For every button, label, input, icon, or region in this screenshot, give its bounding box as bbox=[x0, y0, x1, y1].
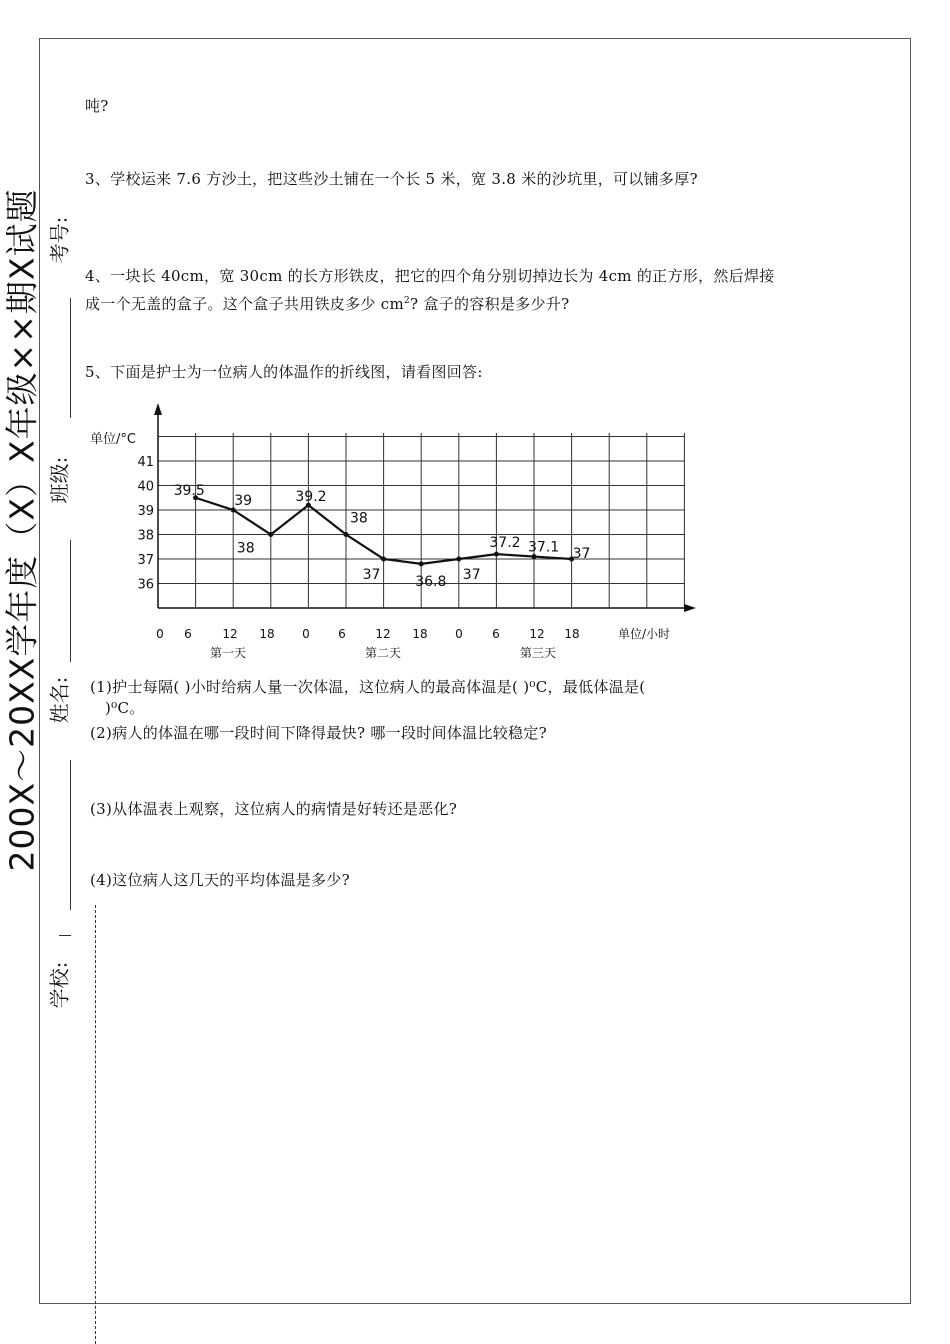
x-tick-label: 18 bbox=[259, 627, 275, 641]
temperature-point bbox=[344, 532, 349, 537]
question-4-line-1: 4、一块长 40cm，宽 30cm 的长方形铁皮，把它的四个角分别切掉边长为 4cm 的正方形，然后焊接 bbox=[85, 267, 775, 285]
sub-question-4: (4)这位病人这几天的平均体温是多少? bbox=[90, 871, 350, 889]
y-tick-label: 36 bbox=[137, 577, 154, 593]
x-tick-label: 0 bbox=[156, 627, 164, 641]
class-label: 班级: bbox=[47, 456, 72, 504]
data-label: 39 bbox=[234, 493, 253, 509]
y-axis-arrow bbox=[154, 403, 162, 415]
cut-line bbox=[95, 905, 96, 1344]
chart-x-label: 单位/小时 bbox=[618, 627, 671, 641]
exam-number-label: 考号: bbox=[47, 216, 72, 264]
data-label: 37.2 bbox=[489, 535, 521, 552]
chart-day-labels bbox=[210, 646, 556, 660]
temperature-point bbox=[456, 557, 461, 562]
sub-question-1-line-2: )⁰C。 bbox=[105, 699, 145, 717]
question-2-tail: 吨? bbox=[85, 97, 109, 115]
data-label: 37.1 bbox=[528, 539, 560, 556]
question-4-line-2-b: ? 盒子的容积是多少升? bbox=[410, 295, 570, 313]
data-label: 39.5 bbox=[173, 482, 205, 499]
data-label: 39.2 bbox=[295, 489, 327, 506]
class-blank bbox=[70, 540, 71, 662]
x-tick-label: 0 bbox=[455, 627, 463, 641]
chart-y-label: 单位/°C bbox=[90, 432, 136, 447]
x-axis-arrow bbox=[684, 604, 696, 612]
question-4-superscript: 2 bbox=[404, 296, 411, 306]
chart-y-ticks bbox=[137, 455, 154, 593]
day-label: 第三天 bbox=[519, 646, 557, 660]
day-label: 第二天 bbox=[364, 646, 402, 660]
x-tick-label: 6 bbox=[492, 627, 500, 641]
sub-question-2: (2)病人的体温在哪一段时间下降得最快? 哪一段时间体温比较稳定? bbox=[90, 724, 548, 742]
temperature-line-chart bbox=[80, 395, 720, 665]
exam-title-text: 200X～20XX学年度（X）X年级××期X试题 bbox=[2, 188, 42, 872]
x-tick-label: 12 bbox=[529, 627, 545, 641]
school-label: 学校: bbox=[47, 961, 72, 1009]
question-5: 5、下面是护士为一位病人的体温作的折线图，请看图回答: bbox=[85, 363, 483, 381]
question-3: 3、学校运来 7.6 方沙土，把这些沙土铺在一个长 5 米，宽 3.8 米的沙坑里，可以铺多厚? bbox=[85, 170, 698, 188]
data-label: 37 bbox=[572, 546, 591, 562]
temperature-point bbox=[381, 557, 386, 562]
sub-question-1-line-1: (1)护士每隔( )小时给病人量一次体温，这位病人的最高体温是( )⁰C，最低体温是( bbox=[90, 678, 646, 696]
sub-question-3: (3)从体温表上观察，这位病人的病情是好转还是恶化? bbox=[90, 800, 458, 818]
temperature-point bbox=[494, 552, 499, 557]
day-label: 第一天 bbox=[209, 646, 247, 660]
x-tick-label: 18 bbox=[412, 627, 428, 641]
x-tick-label: 18 bbox=[564, 627, 580, 641]
x-tick-label: 6 bbox=[184, 627, 192, 641]
chart-x-ticks bbox=[156, 627, 579, 641]
question-4-line-2-a: 成一个无盖的盒子。这个盒子共用铁皮多少 cm bbox=[85, 295, 404, 313]
x-tick-label: 0 bbox=[302, 627, 310, 641]
data-label: 37 bbox=[362, 567, 381, 583]
question-4-line-2 bbox=[85, 291, 569, 315]
y-tick-label: 39 bbox=[137, 504, 154, 519]
data-label: 38 bbox=[236, 540, 255, 557]
y-tick-label: 38 bbox=[137, 528, 154, 544]
chart-data-labels bbox=[174, 483, 591, 590]
x-tick-label: 6 bbox=[338, 627, 346, 641]
page-frame bbox=[39, 38, 911, 1304]
data-label: 36.8 bbox=[415, 573, 447, 590]
y-tick-label: 37 bbox=[137, 553, 154, 568]
temperature-point bbox=[268, 532, 273, 537]
name-blank bbox=[70, 760, 71, 910]
school-underline bbox=[59, 935, 71, 956]
x-tick-label: 12 bbox=[222, 627, 238, 641]
data-label: 38 bbox=[350, 510, 368, 527]
y-tick-label: 41 bbox=[137, 455, 154, 470]
x-tick-label: 12 bbox=[375, 627, 391, 641]
name-label: 姓名: bbox=[47, 676, 72, 724]
exam-number-blank bbox=[70, 298, 71, 418]
data-label: 37 bbox=[462, 567, 481, 583]
y-tick-label: 40 bbox=[137, 479, 154, 495]
temperature-point bbox=[419, 561, 424, 566]
exam-title bbox=[0, 188, 42, 872]
